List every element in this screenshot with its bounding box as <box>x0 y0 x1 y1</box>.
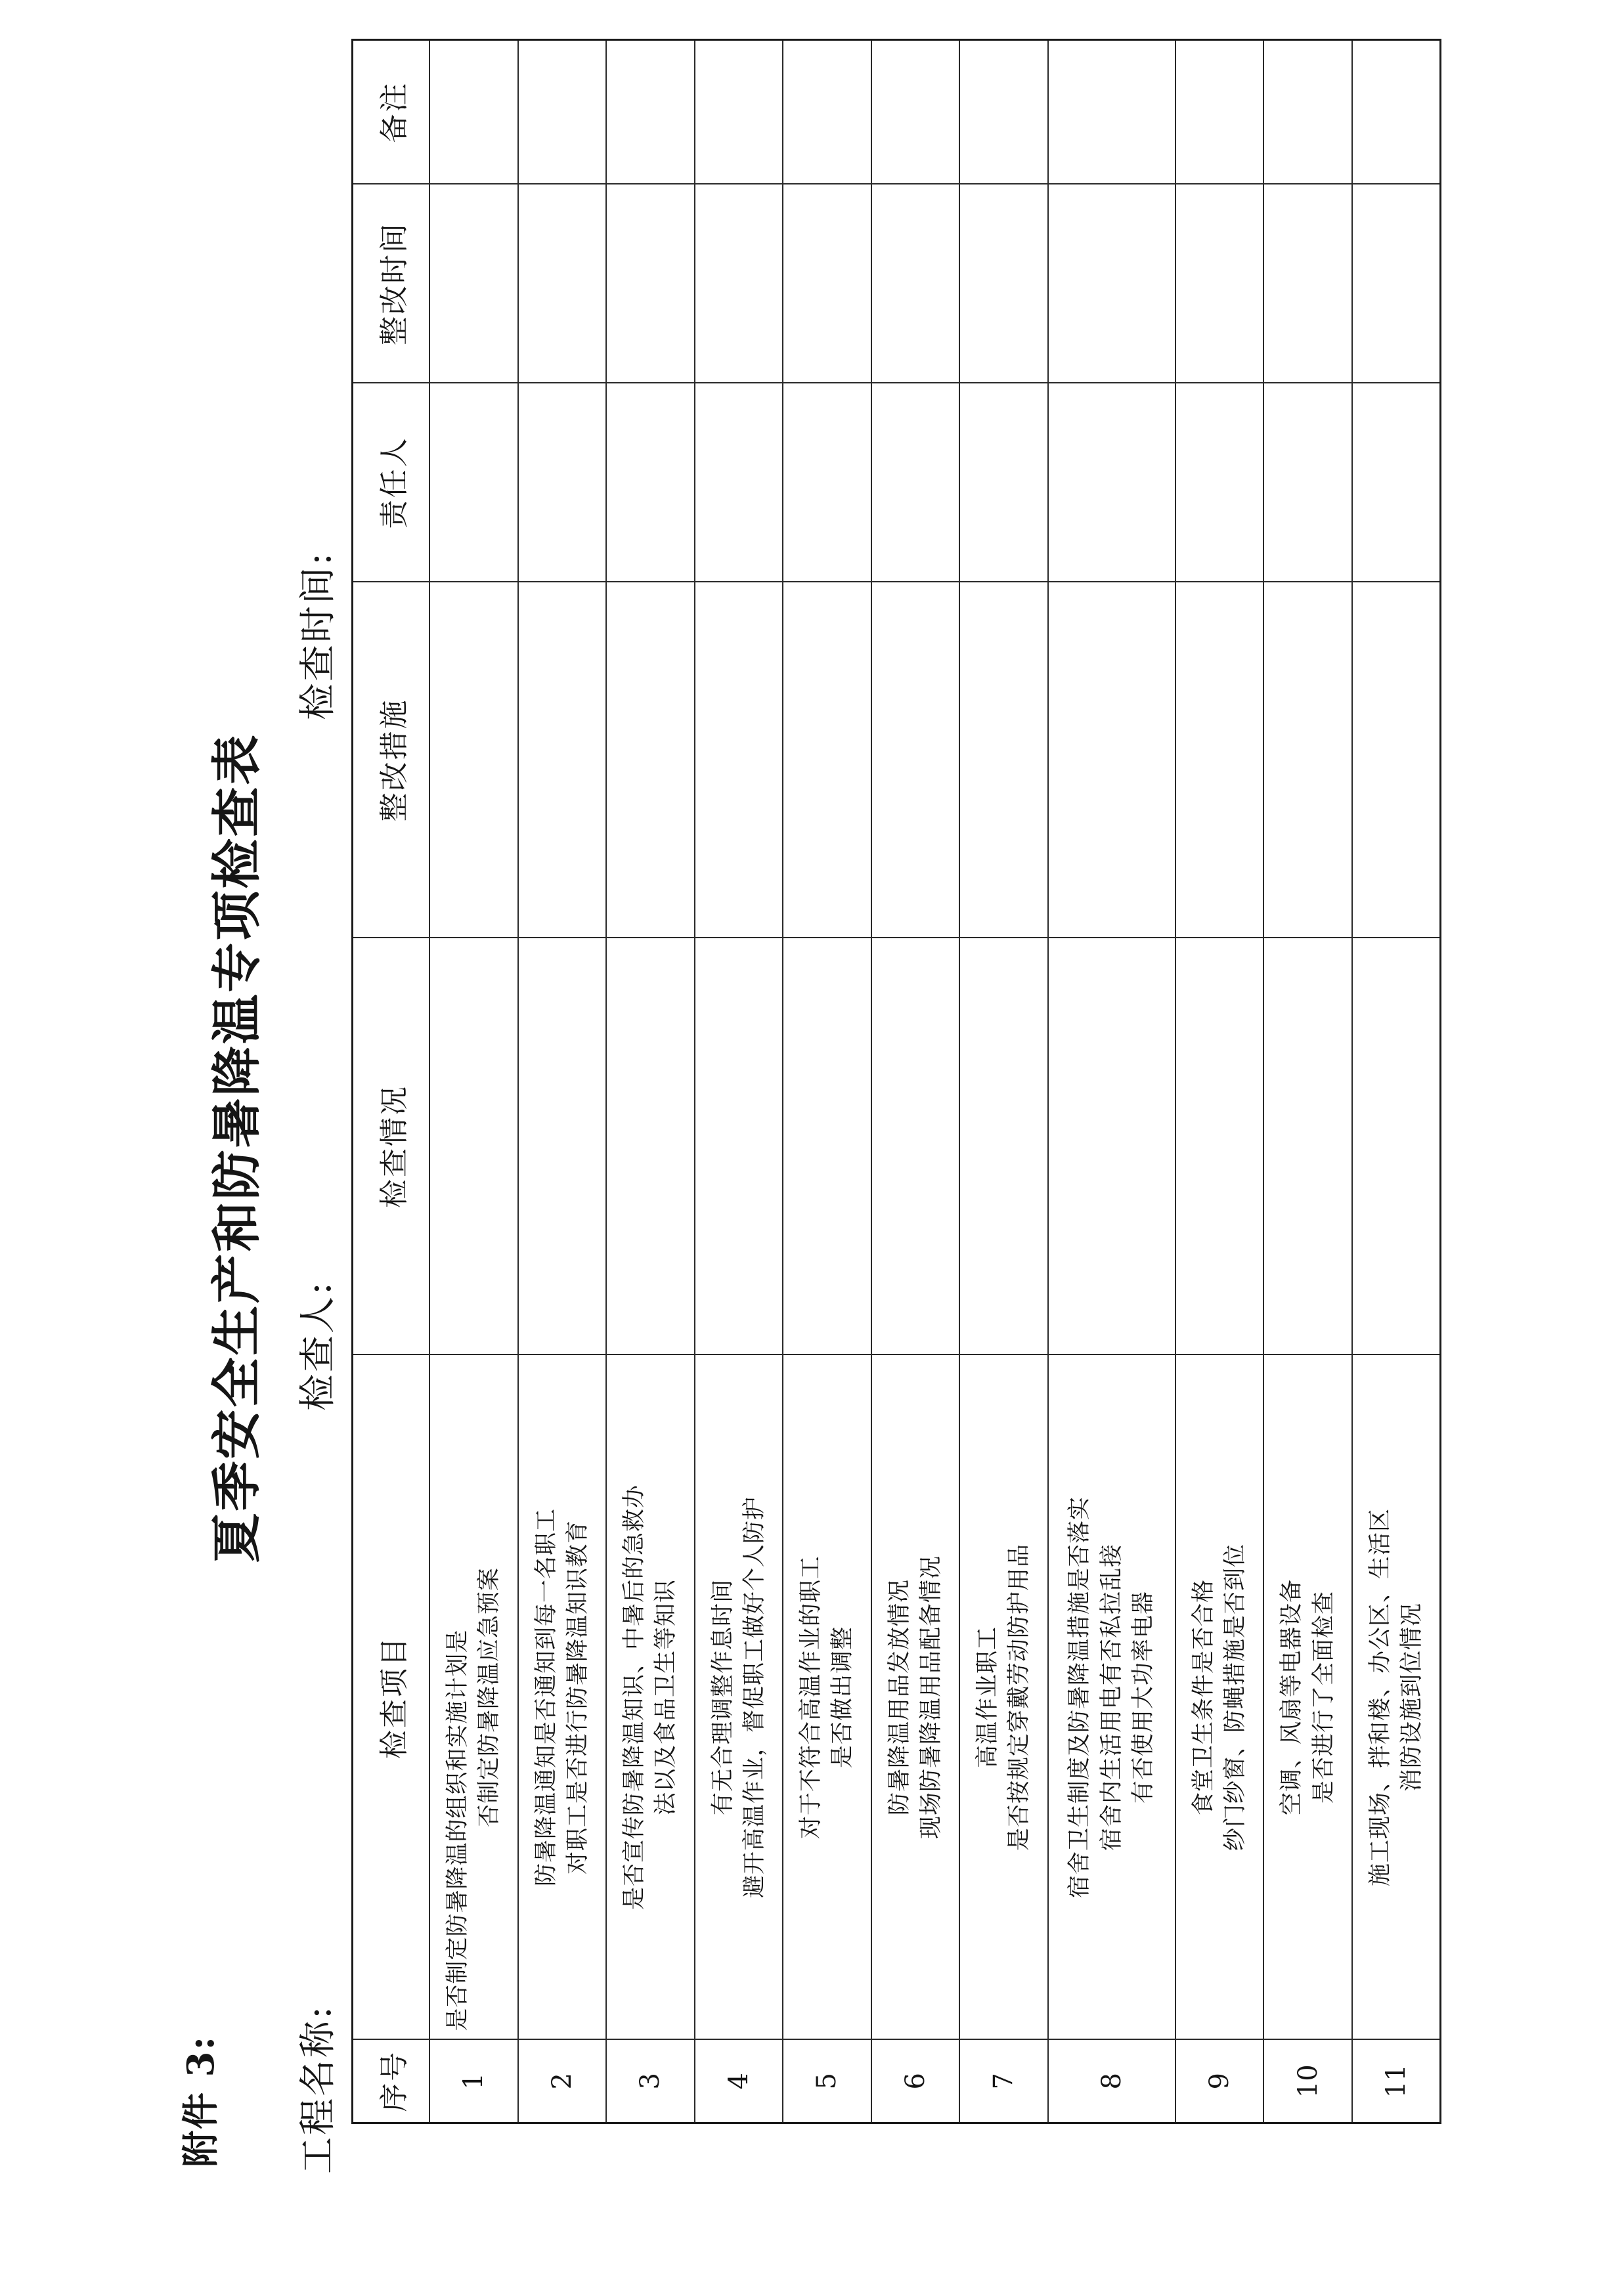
remark-cell <box>1048 40 1175 184</box>
table-row <box>783 40 871 2123</box>
check-item-line: 是否制定防暑降温的组织和实施计划是 <box>444 1629 471 2031</box>
check-item-line: 否制定防暑降温应急预案 <box>476 1567 503 1828</box>
remark-cell <box>429 40 518 184</box>
check-item-line: 法以及食品卫生等知识 <box>653 1579 680 1816</box>
person-cell <box>518 383 607 582</box>
table-row <box>959 40 1048 2123</box>
row-number: 3 <box>606 2040 695 2123</box>
measure-cell <box>959 582 1048 938</box>
table-row <box>871 40 960 2123</box>
remark-cell <box>1263 40 1352 184</box>
check-item <box>606 1355 695 2040</box>
check-item-line: 避开高温作业，督促职工做好个人防护 <box>741 1496 768 1899</box>
check-item <box>429 1355 518 2040</box>
person-cell <box>871 383 960 582</box>
status-cell <box>1048 938 1175 1355</box>
header-measure: 整改措施 <box>353 582 430 938</box>
measure-cell <box>1263 582 1352 938</box>
deadline-cell <box>1263 184 1352 383</box>
header-deadline: 整改时间 <box>353 184 430 383</box>
check-item <box>783 1355 871 2040</box>
check-item-line: 是否按规定穿戴劳动防护用品 <box>1006 1544 1033 1852</box>
status-cell <box>1352 938 1441 1355</box>
deadline-cell <box>518 184 607 383</box>
status-cell <box>429 938 518 1355</box>
check-item-line: 空调、风扇等电器设备 <box>1279 1579 1306 1816</box>
check-item-line: 有否使用大功率电器 <box>1130 1591 1156 1804</box>
table-row <box>1048 40 1175 2123</box>
check-item-line: 食堂卫生条件是否合格 <box>1190 1579 1217 1816</box>
check-item-line: 施工现场、拌和楼、办公区、生活区 <box>1367 1508 1394 1887</box>
row-number: 9 <box>1175 2040 1264 2123</box>
check-item-line: 是否宣传防暑降温知识、中暑后的急救办 <box>621 1484 648 1911</box>
deadline-cell <box>1048 184 1175 383</box>
person-cell <box>1352 383 1441 582</box>
check-item <box>695 1355 783 2040</box>
check-item <box>518 1355 607 2040</box>
remark-cell <box>871 40 960 184</box>
header-item: 检查项目 <box>353 1355 430 2040</box>
check-item <box>1175 1355 1264 2040</box>
check-item-line: 宿舍卫生制度及防暑降温措施是否落实 <box>1066 1496 1093 1899</box>
header-remark: 备注 <box>353 40 430 184</box>
measure-cell <box>871 582 960 938</box>
deadline-cell <box>959 184 1048 383</box>
row-number: 8 <box>1048 2040 1175 2123</box>
header-status: 检查情况 <box>353 938 430 1355</box>
deadline-cell <box>1352 184 1441 383</box>
check-item-line: 纱门纱窗、防蝇措施是否到位 <box>1222 1544 1249 1852</box>
row-number: 11 <box>1352 2040 1441 2123</box>
table-row <box>518 40 607 2123</box>
project-name-label: 工程名称: <box>297 2004 340 2174</box>
status-cell <box>606 938 695 1355</box>
inspection-time-label: 检查时间: <box>297 551 340 720</box>
deadline-cell <box>783 184 871 383</box>
check-item-line: 对于不符合高温作业的职工 <box>798 1555 825 1840</box>
check-item-line: 现场防暑降温用品配备情况 <box>917 1555 944 1840</box>
table-header-row <box>353 40 430 2123</box>
check-item <box>959 1355 1048 2040</box>
person-cell <box>959 383 1048 582</box>
person-cell <box>606 383 695 582</box>
inspector-label: 检查人: <box>297 1280 340 1411</box>
inspection-table <box>351 39 1441 2124</box>
measure-cell <box>695 582 783 938</box>
attachment-label: 附件 3: <box>179 2035 223 2167</box>
person-cell <box>1048 383 1175 582</box>
check-item-line: 是否做出调整 <box>829 1626 856 1769</box>
page-title: 夏季安全生产和防暑降温专项检查表 <box>208 733 266 1563</box>
check-item-line: 防暑降温用品发放情况 <box>886 1579 913 1816</box>
table-row <box>1175 40 1264 2123</box>
table-row <box>1263 40 1352 2123</box>
deadline-cell <box>695 184 783 383</box>
status-cell <box>1263 938 1352 1355</box>
check-item-line: 消防设施到位情况 <box>1398 1603 1425 1792</box>
table-row <box>695 40 783 2123</box>
status-cell <box>871 938 960 1355</box>
check-item-line: 宿舍内生活用电有否私拉乱接 <box>1098 1544 1125 1852</box>
person-cell <box>1175 383 1264 582</box>
header-person: 责任人 <box>353 383 430 582</box>
row-number: 7 <box>959 2040 1048 2123</box>
measure-cell <box>1048 582 1175 938</box>
remark-cell <box>1352 40 1441 184</box>
person-cell <box>783 383 871 582</box>
status-cell <box>1175 938 1264 1355</box>
measure-cell <box>606 582 695 938</box>
row-number: 1 <box>429 2040 518 2123</box>
status-cell <box>959 938 1048 1355</box>
deadline-cell <box>429 184 518 383</box>
person-cell <box>1263 383 1352 582</box>
person-cell <box>429 383 518 582</box>
check-item <box>871 1355 960 2040</box>
header-seq: 序号 <box>353 2040 430 2123</box>
remark-cell <box>783 40 871 184</box>
measure-cell <box>1175 582 1264 938</box>
measure-cell <box>1352 582 1441 938</box>
remark-cell <box>1175 40 1264 184</box>
table-row <box>1352 40 1441 2123</box>
row-number: 4 <box>695 2040 783 2123</box>
check-item <box>1263 1355 1352 2040</box>
check-item-line: 高温作业职工 <box>975 1626 1001 1769</box>
status-cell <box>695 938 783 1355</box>
check-item-line: 对职工是否进行防暑降温知识教育 <box>564 1520 591 1875</box>
measure-cell <box>518 582 607 938</box>
remark-cell <box>606 40 695 184</box>
status-cell <box>783 938 871 1355</box>
check-item-line: 是否进行了全面检查 <box>1310 1591 1337 1804</box>
row-number: 10 <box>1263 2040 1352 2123</box>
row-number: 5 <box>783 2040 871 2123</box>
measure-cell <box>429 582 518 938</box>
check-item-line: 防暑降温通知是否通知到每一名职工 <box>533 1508 560 1887</box>
deadline-cell <box>1175 184 1264 383</box>
person-cell <box>695 383 783 582</box>
table-row <box>606 40 695 2123</box>
check-item <box>1048 1355 1175 2040</box>
table-row <box>429 40 518 2123</box>
status-cell <box>518 938 607 1355</box>
remark-cell <box>518 40 607 184</box>
measure-cell <box>783 582 871 938</box>
row-number: 2 <box>518 2040 607 2123</box>
deadline-cell <box>871 184 960 383</box>
check-item <box>1352 1355 1441 2040</box>
row-number: 6 <box>871 2040 960 2123</box>
remark-cell <box>695 40 783 184</box>
check-item-line: 有无合理调整作息时间 <box>709 1579 736 1816</box>
remark-cell <box>959 40 1048 184</box>
deadline-cell <box>606 184 695 383</box>
